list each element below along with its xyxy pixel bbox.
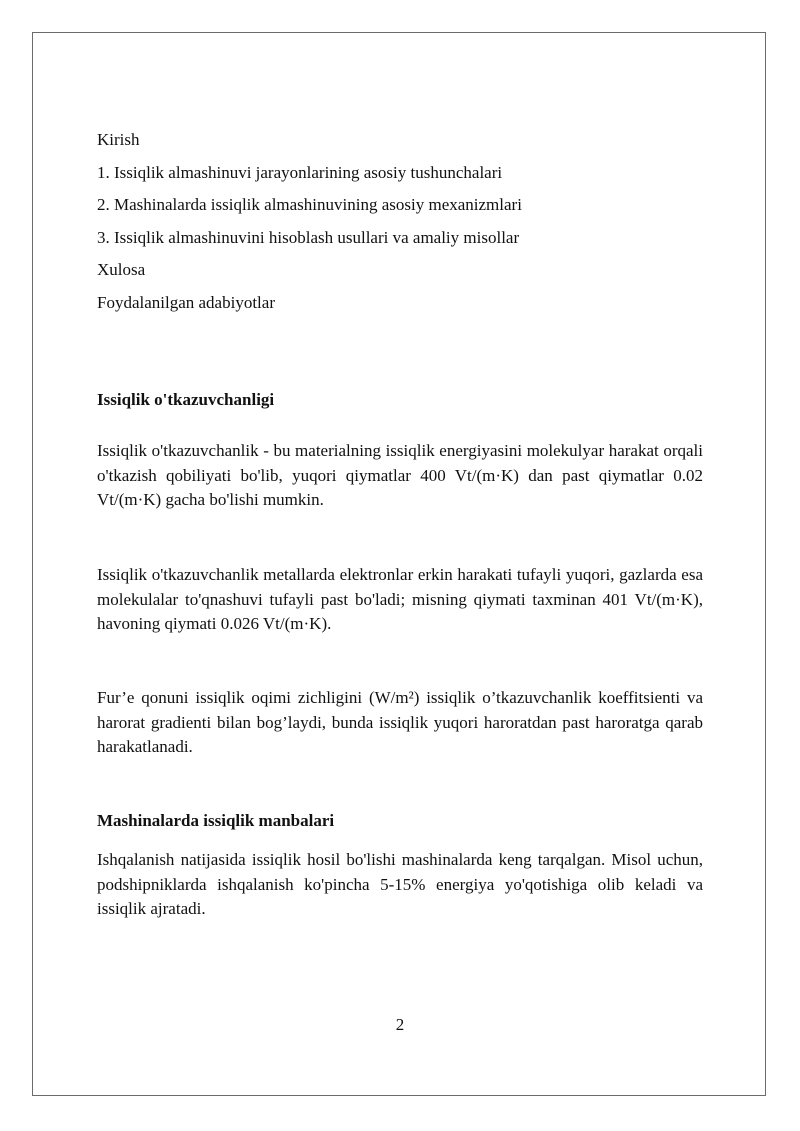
paragraph: Issiqlik o'tkazuvchanlik metallarda elektronlar erkin harakati tufayli yuqori, gazlarda esa molekulalar to'qnashuvi tufayli past bo'ladi; misning qiymati taxminan 401 Vt/(m·K), havoning qiymati 0.026 Vt/(m·K). <box>97 565 703 633</box>
toc-item-conclusion: Xulosa <box>97 260 146 279</box>
paragraph: Issiqlik o'tkazuvchanlik - bu materialning issiqlik energiyasini molekulyar harakat orqali o'tkazish qobiliyati bo'lib, yuqori qiymatlar 400 Vt/(m·K) dan past qiymatlar 0.02 Vt/(m·K) gacha bo'lishi mumkin. <box>97 441 703 509</box>
paragraph: Ishqalanish natijasida issiqlik hosil bo'lishi mashinalarda keng tarqalgan. Misol uchun, podshipniklarda ishqalanish ko'pincha 5-15% energiya yo'qotishiga olib keladi va issiqlik ajratadi. <box>97 850 703 918</box>
toc-item-chapter-2: 2. Mashinalarda issiqlik almashinuvining asosiy mexanizmlari <box>97 195 522 214</box>
toc-item-chapter-1: 1. Issiqlik almashinuvi jarayonlarining asosiy tushunchalari <box>97 162 503 182</box>
paragraph: Fur’e qonuni issiqlik oqimi zichligini (W/m²) issiqlik o’tkazuvchanlik koeffitsienti va harorat gradienti bilan bog’laydi, bunda issiqlik yuqori haroratdan past haroratga qarab harakatlanadi. <box>97 688 703 756</box>
section-heading-thermal-conductivity: Issiqlik o'tkazuvchanligi <box>97 390 275 409</box>
table-of-contents <box>97 128 703 323</box>
toc-item-references: Foydalanilgan adabiyotlar <box>97 292 275 312</box>
toc-item-chapter-3: 3. Issiqlik almashinuvini hisoblash usullari va amaliy misollar <box>97 227 520 247</box>
section-heading-heat-sources: Mashinalarda issiqlik manbalari <box>97 811 335 830</box>
toc-item-intro: Kirish <box>97 130 140 149</box>
page-number: 2 <box>395 1015 405 1034</box>
